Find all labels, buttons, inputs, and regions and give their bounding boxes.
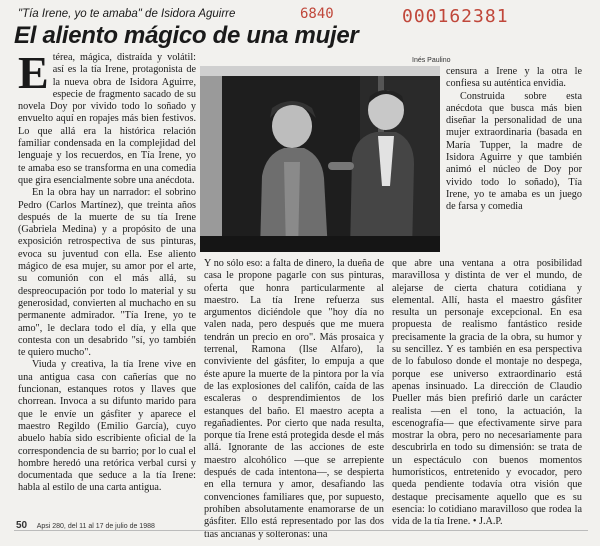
paragraph: que abre una ventana a otra posibilidad maravillosa y distinta de ver el mundo, de alejarse de cierta chatura cotidiana y elemental. Allí, hasta el maestro gásfiter resulta un personaje excepcional. En esa propuesta de realismo fantástico reside precisamente la gracia de la obra, su humor y su sencillez. Y es también en esa perspectiva de lo fabuloso donde el montaje no despega, porque ese universo extraordinario está apenas insinuado. La dirección de Claudio Pueller más bien prefirió darle un carácter realista —en el tono, la actuación, la escenografía— que efectivamente sirve para mostrar la obra, pero no necesariamente para descubrirla en todo su dimensión: se trata de un espectáculo con buenos momentos humorísticos, entretenido y evocador, pero queda pendiente todavía otra visión que destaque precisamente aquello que es su esencia: lo cotidiano maravilloso que rodea la vida de la tía Irene. • J.A.P.	[392, 258, 582, 528]
footer	[16, 520, 155, 531]
column-1	[18, 47, 196, 495]
paragraph: Viuda y creativa, la tía Irene vive en una antigua casa con cañerías que no funcionan, estanques rotos y llaves que chorrean. Invoca a su difunto marido para que le envíe un gásfiter y aparece el maestro Regildo (Emilio García), cuyo abuelo había sido escribiente oficial de la correspondencia de su barrio; por lo cual el hombre heredó una retórica verbal cursi y documentada que seduce a la tía Irene: habla al estilo de una carta antigua.	[18, 359, 196, 494]
kicker: "Tía Irene, yo te amaba" de Isidora Aguirre	[18, 8, 236, 20]
drop-cap: E	[18, 47, 49, 98]
photo-credit: Inés Paulino	[412, 57, 451, 64]
paragraph: Y no sólo eso: a falta de dinero, la dueña de casa le propone pagarle con sus pinturas, oferta que honra particularmente al maestro. La tía Irene refuerza sus argumentos diciéndole que "hoy día no valen nada, pero después que me muera tendrán un precio en oro". Más prosaica y terrenal, Ramona (Ilse Alfaro), la conviviente del gásfiter, lo empuja a que éste apure la muerte de la pintora por la vía de las explosiones del califón, caída de las escaleras o desprendimientos de los estanques del baño. El maestro acepta a regañadientes. Por cierto que nada resulta, porque tía Irene está protegida desde el más allá. Ignorante de las acciones de este maestro alcohólico —que se arrepiente después de cada intentona—, se despierta en ella ternura y amor, desafiando las convenciones familiares que, por supuesto, prohíben absolutamente enamorarse de un gásfiter. Ello está representado por las dos tías ancianas y solteronas: una	[204, 258, 384, 540]
paragraph: térea, mágica, distraída y volátil: así es la tía Irene, protagonista de la nueva obra de Isidora Aguirre, especie de fragmento sacado de su novela Doy por vivido todo lo soñado y envuelto aquí en ropajes más bien festivos. Lo que allá era la histórica relación familiar condensada en la complejidad del lenguaje y los recuerdos, en Tía Irene, yo te amaba eso se transforma en una comedia que gira esencialmente sobre una anécdota.	[18, 52, 196, 186]
issue-line: Apsi 280, del 11 al 17 de julio de 1988	[36, 523, 155, 530]
headline: El aliento mágico de una mujer	[14, 22, 359, 49]
page-number: 50	[16, 520, 28, 531]
column-4	[446, 66, 582, 214]
stage-photo	[200, 66, 440, 252]
paragraph: Construida sobre esta anécdota que busca más bien diseñar la personalidad de una mujer extraordinaria (basada en María Tupper, la madre de Isidora Aguirre y que también animó el núcleo de Doy por vivido todo lo soñado), Tía Irene, yo te amaba es un juego de farsa y comedia	[446, 90, 582, 213]
paragraph: En la obra hay un narrador: el sobrino Pedro (Carlos Martínez), que treinta años después de la muerte de su tía Irene (Gabriela Medina) y a propósito de una exposición retrospectiva de sus pinturas, evoca su juventud con ella. Ese aliento mágico de esa mujer, su amor por el arte, su comunión con el más allá, su despreocupación por todo lo material y su generosidad, convierten al muchacho en su permanente admirador. "Tía Irene, yo te amo", le declara todo el día, y ella que contesta con un desabrido "sí, yo también te quiero mucho".	[18, 187, 196, 359]
column-2	[204, 258, 384, 541]
handwritten-number: 6840	[300, 6, 334, 22]
paragraph: censura a Irene y la otra le confiesa su auténtica envidia.	[446, 66, 582, 90]
stage-photo-illustration	[200, 66, 440, 252]
handwritten-archive-number: 000162381	[402, 6, 509, 27]
column-3	[392, 258, 582, 529]
